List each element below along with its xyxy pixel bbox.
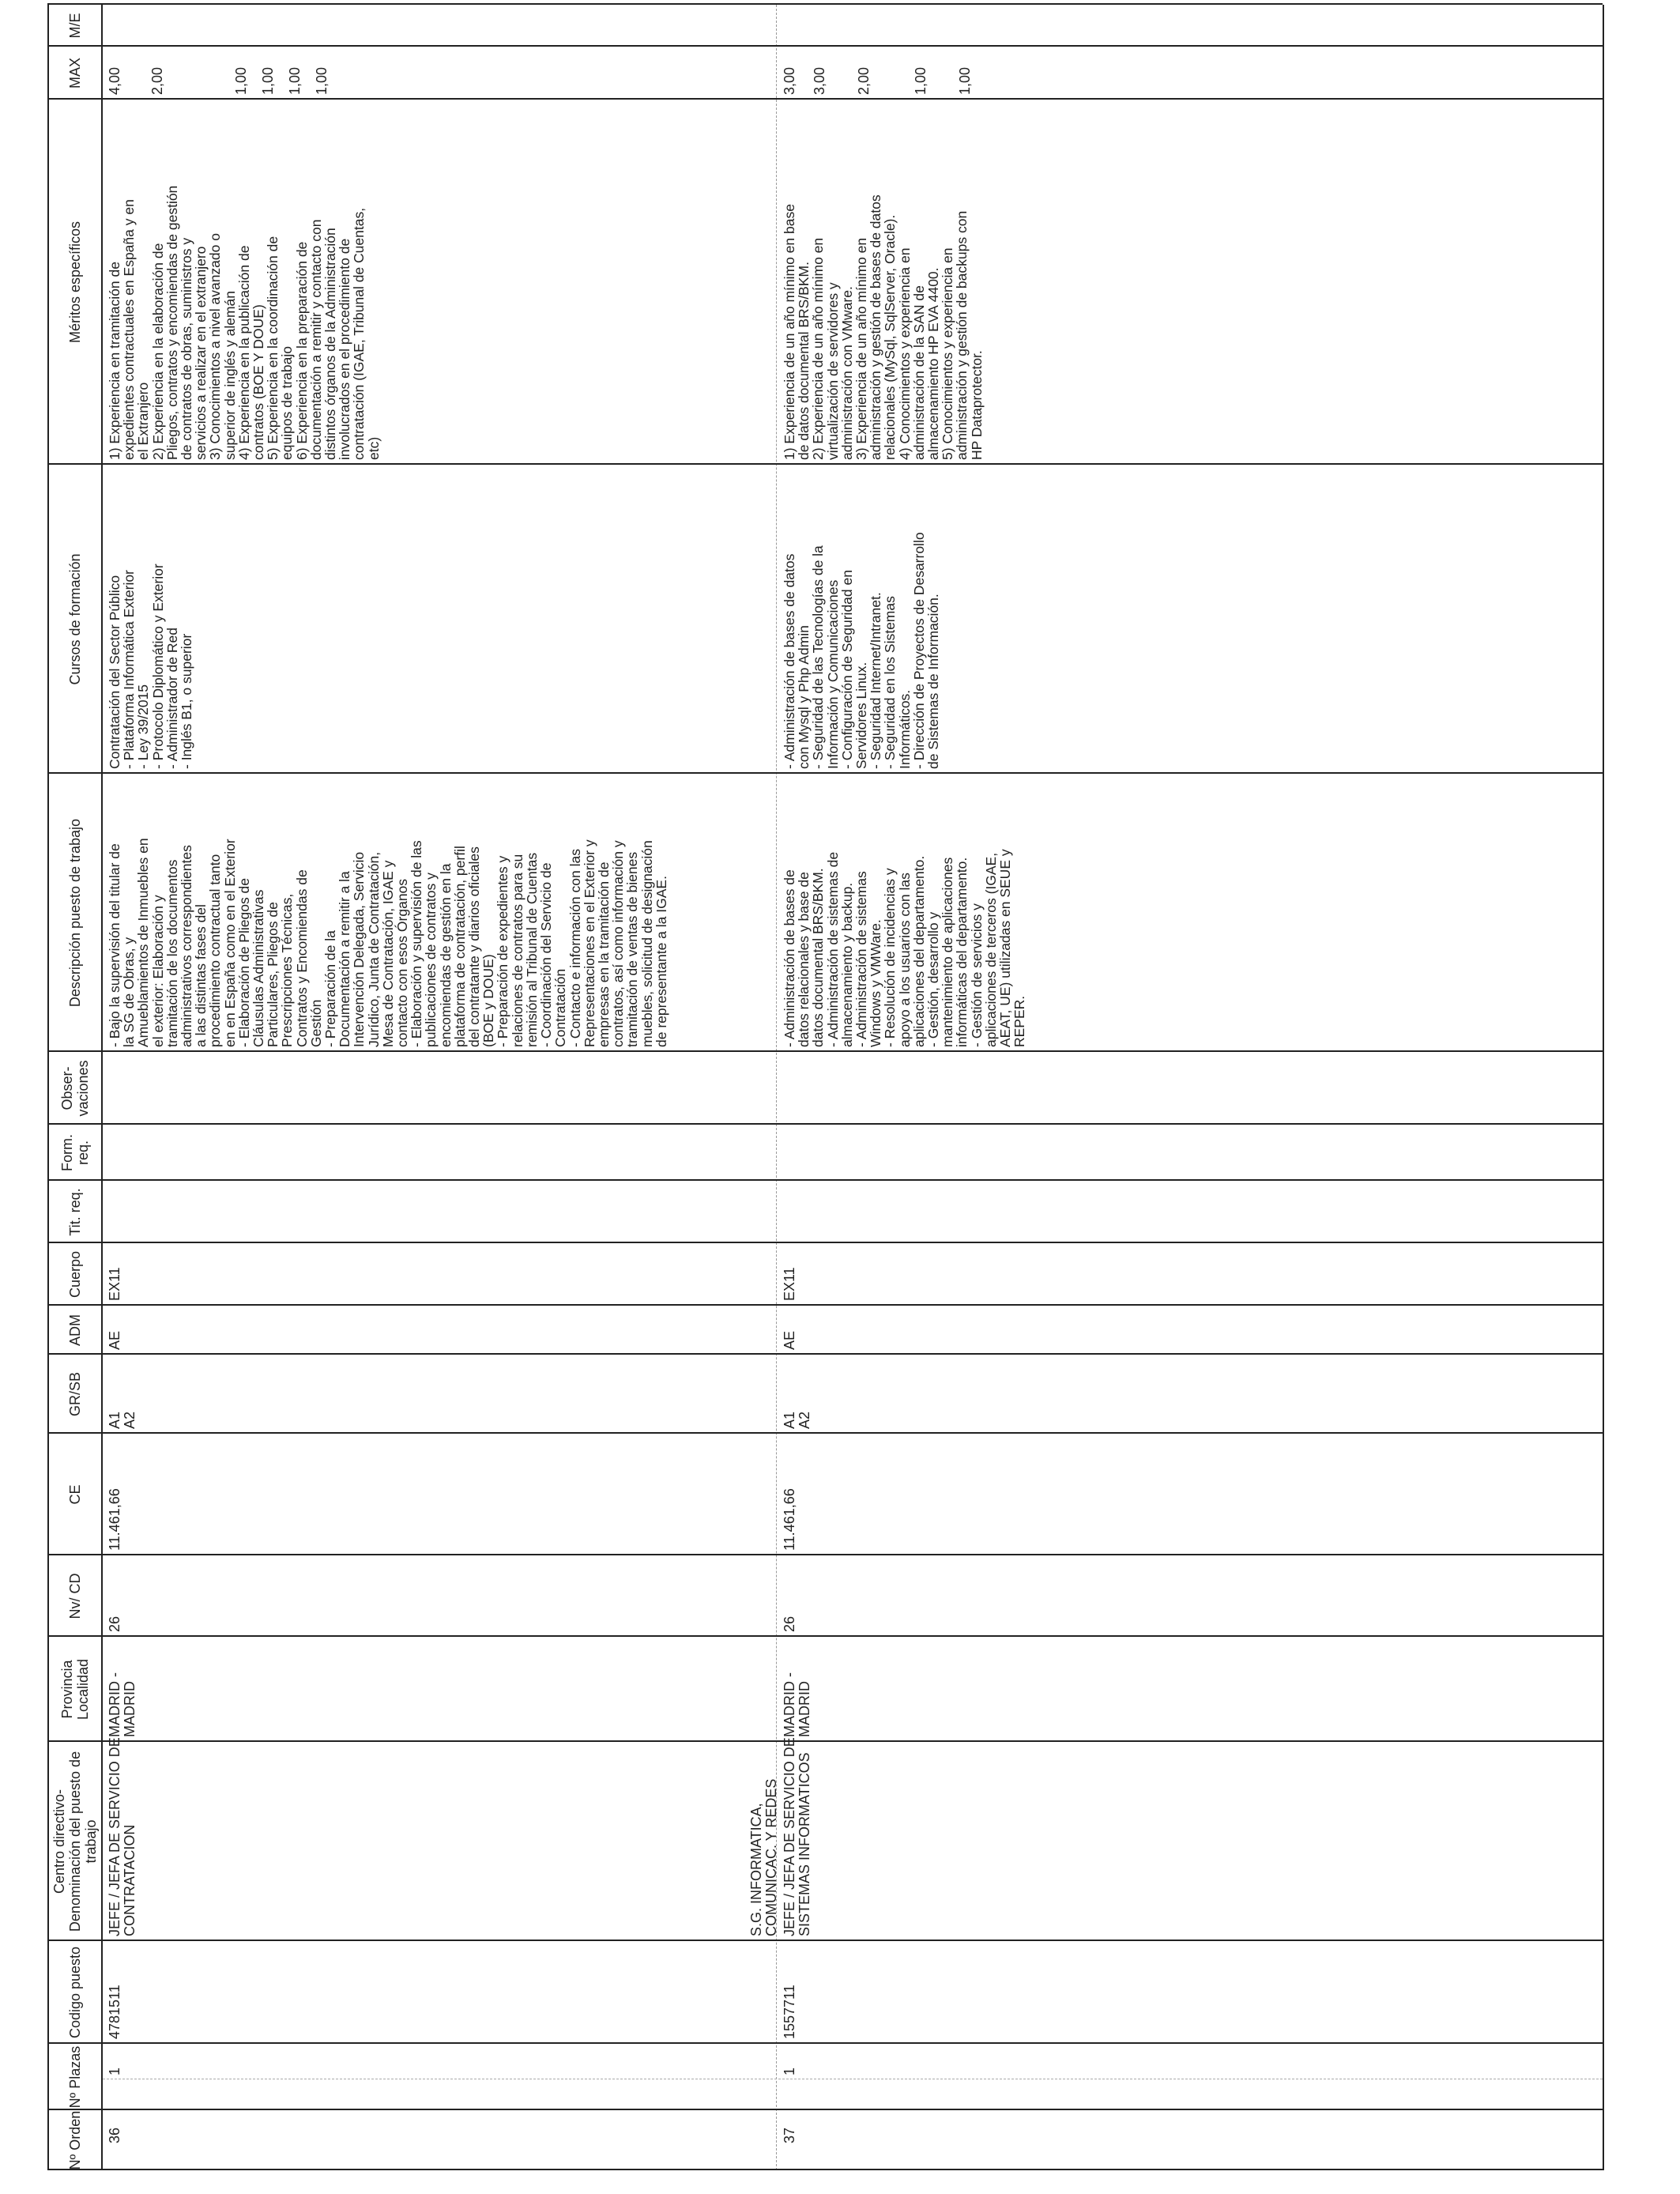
row-centro: JEFE / JEFA DE SERVICIO DE CONTRATACION (107, 1737, 137, 1936)
row-adm: AE (107, 1330, 122, 1350)
column-border (47, 1050, 1603, 1052)
row-max-3: 1,00 (233, 66, 249, 95)
row-cursos: - Administración de bases de datos con Mysql y Php Admin - Seguridad de las Tecnologías de la Información y Comunicaciones - Configuración de Seguridad en Servidores Linux. - Seguridad Internet/Intranet. - Seguridad en los Sistemas Informáticos. - Dirección de Proyectos de Desarrollo de Sistemas de Información. (782, 532, 942, 769)
header-centro: Centro directivo- Denominación del puesto de trabajo (51, 1751, 99, 1932)
header-me: M/E (67, 13, 83, 39)
header-meritos: Méritos específicos (67, 221, 83, 344)
header-descripcion: Descripción puesto de trabajo (67, 818, 83, 1008)
column-border (47, 2169, 1603, 2170)
row-max-5: 1,00 (287, 66, 303, 95)
row-adm: AE (782, 1330, 797, 1350)
header-codigo: Codigo puesto (67, 1946, 83, 2039)
row-plazas: 1 (107, 2067, 122, 2075)
column-border (47, 1635, 1603, 1637)
column-border (47, 1432, 1603, 1434)
row-max-1: 3,00 (782, 66, 797, 95)
column-border (47, 1740, 1603, 1742)
header-nivel: Nv/ CD (67, 1573, 83, 1619)
column-border (47, 1353, 1603, 1355)
row-max-2: 3,00 (812, 66, 827, 95)
header-plazas: Nº Plazas (67, 2045, 83, 2109)
row-grsb: A1 A2 (782, 1411, 812, 1429)
row-orden: 36 (107, 2127, 122, 2143)
row-nivel: 26 (107, 1615, 122, 1632)
row-grsb: A1 A2 (107, 1411, 137, 1429)
header-observaciones: Obser- vaciones (59, 1060, 91, 1117)
row-cuerpo: EX11 (782, 1267, 797, 1301)
column-border (47, 2109, 1603, 2110)
column-border (47, 1554, 1603, 1555)
row-orden: 37 (782, 2127, 797, 2143)
row-max-4: 1,00 (260, 66, 276, 95)
row-ce: 11.461,66 (107, 1488, 122, 1551)
header-ce: CE (67, 1484, 83, 1505)
row-cursos: Contratación del Sector Público - Plataforma Informática Exterior - Ley 39/2015 - Protocolo Diplomático y Exterior - Administrador de Red - Inglés B1, o superior (107, 564, 195, 769)
header-orden: Nº Orden (67, 2110, 83, 2170)
row-centro-group: S.G. INFORMATICA, COMUNICAC. Y REDES (748, 1778, 779, 1936)
column-border (47, 3, 1603, 5)
header-grsb: GR/SB (67, 1372, 83, 1417)
header-max: MAX (67, 58, 83, 89)
row-plazas: 1 (782, 2067, 797, 2075)
row-descripcion: - Administración de bases de datos relacionales y base de datos documental BRS/BKM. - Administración de sistemas de almacenamiento y backup. - Administración de sistemas Windows y VMWare. - Resolución de incidencias y apoyo a los usuarios con las aplicaciones del departamento. - Gestión, desarrollo y mantenimiento de aplicaciones informáticas del departamento. - Gestión de servicios y aplicaciones de terceros (IGAE, AEAT, UE) utilizadas en SEUE y REPER. (782, 849, 1028, 1047)
header-tit: Tit. req. (67, 1188, 83, 1236)
row-descripcion: - Bajo la supervisión del titular de la SG de Obras, y Amueblamientos de Inmuebles en el exterior: Elaboración y tramitación de los documentos administrativos correspondientes a las distintas fases del procedimiento contractual tanto en en España como en el Exterior - Elaboración de Pliegos de Cláusulas Administrativas Particulares, Pliegos de Prescripciones Técnicas, Contratos y Encomiendas de Gestión - Preparación de la Documentación a remitir a la Intervención Delegada, Servicio Jurídico, Junta de Contratación, Mesa de Contratación, IGAE y contacto con esos Órganos - Elaboración y supervisión de las publicaciones de contratos y encomiendas de gestión en la plataforma de contratación, perfil del contratante y diarios oficiales (BOE y DOUE) - Preparación de expedientes y relaciones de contratos para su remisión al Tribunal de Cuentas - Coordinación del Servicio de Contratación - Contacto e información con las Representaciones en el Exterior y empresas en la tramitación de contratos, así como información y tramitación de ventas de bienes muebles, solicitud de designación de representante a la IGAE. (107, 838, 669, 1047)
table-bottom-border (1603, 5, 1604, 2170)
row-max-4: 1,00 (913, 66, 929, 95)
row-max-3: 2,00 (856, 66, 872, 95)
column-border (47, 1179, 1603, 1181)
column-border (47, 1123, 1603, 1125)
header-bottom-border (101, 5, 103, 2170)
row-ce: 11.461,66 (782, 1488, 797, 1551)
column-border (47, 1940, 1603, 1941)
row-provincia: MADRID - MADRID (107, 1672, 137, 1737)
header-adm: ADM (67, 1314, 83, 1346)
row-codigo: 1557711 (782, 1985, 797, 2039)
header-form: Form. req. (59, 1134, 91, 1171)
row-max-2: 2,00 (149, 66, 165, 95)
row-cuerpo: EX11 (107, 1267, 122, 1301)
column-border (47, 463, 1603, 465)
row-meritos: 1) Experiencia en tramitación de expedientes contractuales en España y en el Extranjero 2) Experiencia en la elaboración de Pliegos, contratos y encomiendas de gestión de contratos de obras, suministros y servicios a realizar en el extranjero 3) Conocimientos a nivel avanzado o superior de inglés y alemán 4) Experiencia en la publicación de contratos (BOE Y DOUE) 5) Experiencia en la coordinación de equipos de trabajo 6) Experiencia en la preparación de documentación a remitir y contacto con distintos órganos de la Administración involucrados en el procedimiento de contratación (IGAE, Tribunal de Cuentas, etc) (107, 185, 382, 460)
column-border (47, 98, 1603, 100)
column-border (47, 45, 1603, 47)
row-max-1: 4,00 (107, 66, 122, 95)
row-meritos: 1) Experiencia de un año mínimo en base de datos documental BRS/BKM. 2) Experiencia de un año mínimo en virtualización de servidores y administración con VMware. 3) Experiencia de un año mínimo en administración y gestión de bases de datos relacionales (MySql, SqlServer, Oracle). 4) Conocimientos y experiencia en administración de la SAN de almacenamiento HP EVA 4400. 5) Conocimientos y experiencia en administración y gestión de backups con HP Dataprotector. (782, 194, 985, 460)
column-border (47, 772, 1603, 774)
row-max-5: 1,00 (957, 66, 973, 95)
row-codigo: 4781511 (107, 1985, 122, 2039)
row-max-6: 1,00 (314, 66, 330, 95)
header-cuerpo: Cuerpo (67, 1250, 83, 1299)
header-provincia: Provincia Localidad (59, 1658, 91, 1721)
column-border (47, 2042, 1603, 2044)
row-nivel: 26 (782, 1615, 797, 1632)
row-centro: JEFE / JEFA DE SERVICIO DE SISTEMAS INFORMATICOS (782, 1737, 812, 1936)
row-provincia: MADRID - MADRID (782, 1672, 812, 1737)
column-border (47, 1304, 1603, 1306)
header-cursos: Cursos de formación (67, 553, 83, 685)
column-border (47, 1242, 1603, 1243)
